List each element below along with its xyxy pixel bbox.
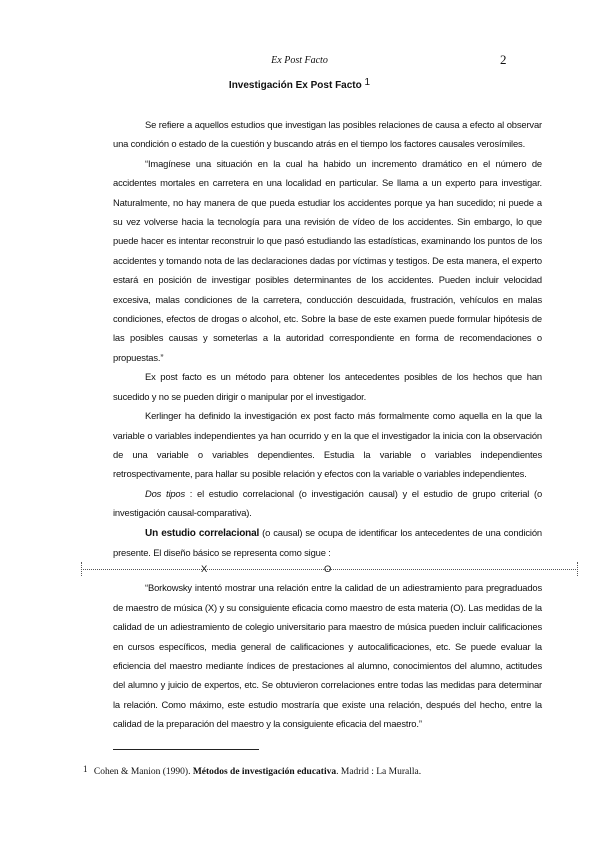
footnote-marker: 1	[364, 77, 371, 88]
section-title-text: Investigación Ex Post Facto	[228, 80, 362, 91]
paragraph-types: Dos tipos : el estudio correlacional (o investigación causal) y el estudio de grupo criterial (o investigación causal-comparativa).	[113, 487, 543, 519]
correlational-label: Un estudio correlacional	[145, 527, 260, 539]
paragraph-correlational: Un estudio correlacional (o causal) se ocupa de identificar los antecedentes de una condición presente. El diseño básico se representa como sigue :	[113, 526, 542, 558]
paragraph-intro: Se refiere a aquellos estudios que investigan las posibles relaciones de causa a efecto al observar una condición o estado de la cuestión y buscando atrás en el tiempo los factores causales verosímiles.	[113, 119, 542, 150]
footnote-number: 1	[83, 764, 88, 774]
footnote	[83, 764, 421, 777]
design-x-label: X	[201, 563, 208, 575]
body-text	[113, 115, 542, 734]
footnote-publisher: . Madrid : La Muralla.	[336, 767, 422, 777]
footnote-authors: Cohen & Manion (1990).	[93, 767, 191, 777]
page-number: 2	[500, 52, 507, 67]
footnote-work: Métodos de investigación educativa	[192, 767, 337, 777]
running-head: Ex Post Facto	[271, 55, 328, 66]
design-diagram	[81, 562, 510, 576]
footnote-rule	[113, 749, 259, 750]
paragraph-kerlinger: Kerlinger ha definido la investigación ex post facto más formalmente como aquella en la que la variable o variables independientes ya han ocurrido y en la que el investigador la inicia con la observación de una variable o variables dependientes. Estudia la variable o variables independientes retrospectivamente, para hallar su posible relación y efectos con la variable o variables independientes.	[113, 410, 542, 480]
paragraph-definition: Ex post facto es un método para obtener los antecedentes posibles de los hechos que han sucedido y no se pueden dirigir o manipular por el investigador.	[113, 371, 542, 402]
paragraph-example-quote: “Imagínese una situación en la cual ha habido un incremento dramático en el número de accidentes mortales en carretera en una localidad en particular. Se llama a un experto para investigar. Naturalmente, no hay manera de que pueda estudiar los accidentes porque ya han sucedido; ni puede a su vez volverse hacia la tecnología para una revisión de vídeo de los accidentes. Sin embargo, lo que puede hacer es intentar reconstruir lo que pasó estudiando las estadísticas, examinando los puntos de los accidentes y tomando nota de las declaraciones dadas por víctimas y testigos. De esta manera, el experto estará en posición de investigar posibles determinantes de los accidentes. Pueden incluir velocidad excesiva, malas condiciones de la carretera, conducción descuidada, frustración, vehículos en malas condiciones, efectos de drogas o alcohol, etc. Sobre la base de este examen puede formular hipótesis de las posibles causas y someterlas a la autoridad correspondiente en forma de recomendaciones o propuestas.”	[113, 157, 542, 363]
design-o-label: O	[324, 563, 332, 575]
section-title	[0, 77, 599, 91]
types-label: Dos tipos	[145, 487, 186, 499]
paragraph-borkowsky-quote: “Borkowsky intentó mostrar una relación entre la calidad de un adiestramiento para pregraduados de maestro de música (X) y su consiguiente eficacia como maestro de esta materia (O). Las medidas de la calidad de un adiestramiento de colegio universitario para maestro de música pueden incluir calificaciones en cursos específicos, media general de calificaciones y autocalificaciones, etc. Se puede evaluar la eficiencia del maestro mediante índices de prestaciones al alumno, conocimientos del alumno, actitudes del alumno y juicio de expertos, etc. Se obtuvieron correlaciones entre todas las medidas para determinar la relación. Como máximo, este estudio mostraría que existe una relación, después del hecho, entre la calidad de la preparación del maestro y la consiguiente eficacia del maestro.”	[113, 582, 542, 730]
design-border-right	[577, 562, 578, 576]
